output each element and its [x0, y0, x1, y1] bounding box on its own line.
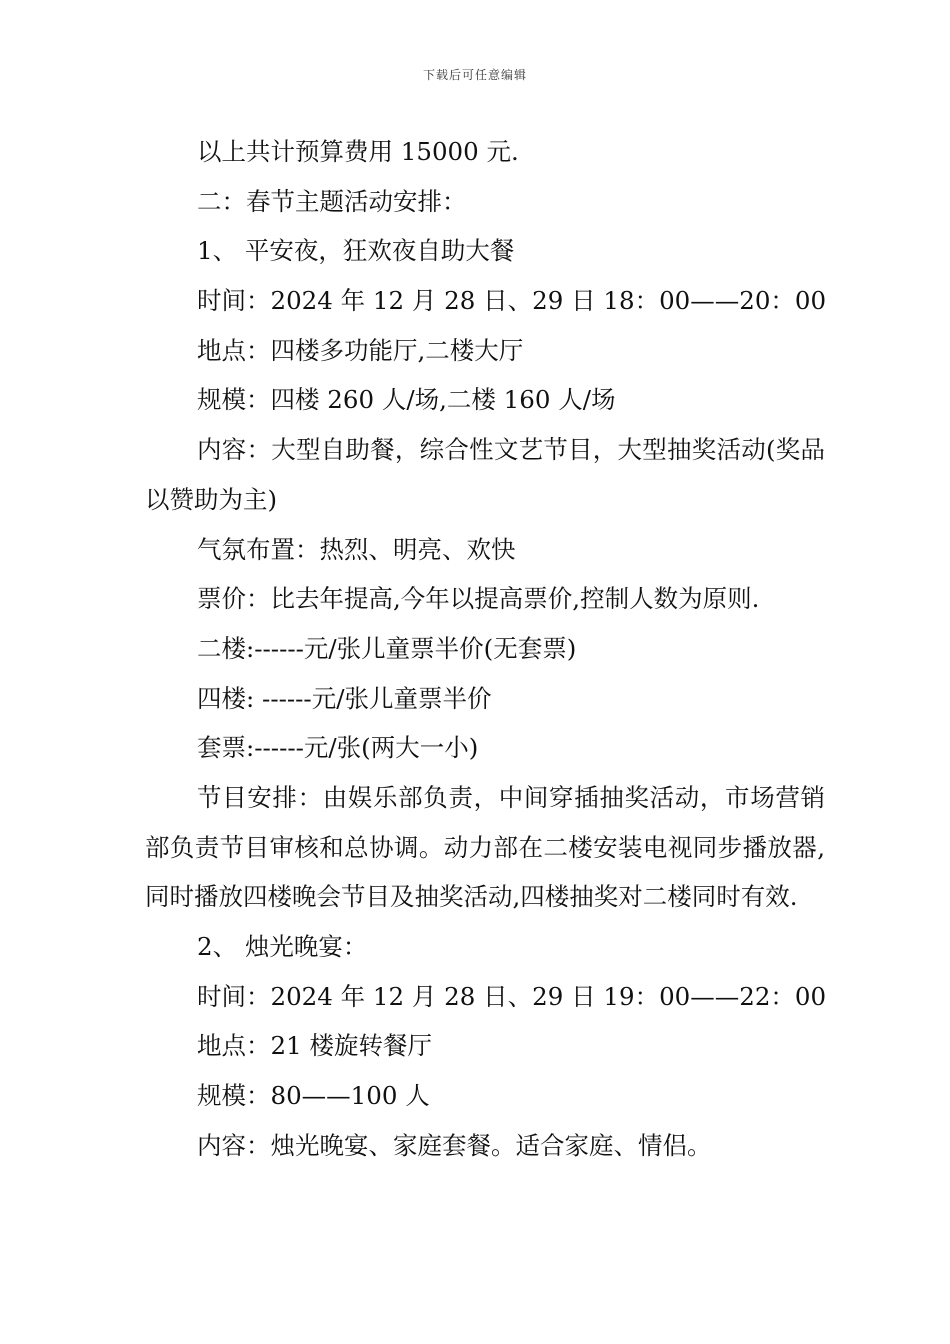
- item1-place: 地点：四楼多功能厅,二楼大厅: [197, 335, 524, 365]
- item1-program-paragraph: 节目安排：由娱乐部负责，中间穿插抽奖活动，市场营销部负责节目审核和总协调。动力部在二楼安装电视同步播放器,同时播放四楼晚会节目及抽奖活动,四楼抽奖对二楼同时有效.: [145, 782, 825, 912]
- item1-scale: 规模：四楼 260 人/场,二楼 160 人/场: [197, 385, 616, 415]
- page-header-note: 下载后可任意编辑: [422, 68, 527, 82]
- item2-scale: 规模：80——100 人: [197, 1081, 430, 1111]
- item1-heading: 1、 平安夜，狂欢夜自助大餐: [197, 236, 515, 266]
- item1-content-paragraph: 内容：大型自助餐，综合性文艺节目，大型抽奖活动(奖品以赞助为主): [145, 435, 825, 514]
- item2-time: 时间：2024 年 12 月 28 日、29 日 19：00——22：00: [197, 981, 827, 1011]
- item1-time: 时间：2024 年 12 月 28 日、29 日 18：00——20：00: [197, 286, 827, 316]
- item1-price: 票价：比去年提高,今年以提高票价,控制人数为原则.: [197, 584, 760, 614]
- item1-floor4-price: 四楼: ------元/张儿童票半价: [197, 683, 492, 713]
- item1-package-price: 套票:------元/张(两大一小): [197, 733, 479, 763]
- section-heading: 二：春节主题活动安排：: [197, 186, 467, 216]
- item1-floor2-price: 二楼:------元/张儿童票半价(无套票): [197, 633, 577, 663]
- document-body: [145, 127, 825, 1171]
- item2-heading: 2、 烛光晚宴：: [197, 932, 368, 962]
- item1-atmosphere: 气氛布置：热烈、明亮、欢快: [197, 534, 516, 564]
- item2-place: 地点：21 楼旋转餐厅: [197, 1031, 432, 1061]
- item2-content: 内容：烛光晚宴、家庭套餐。适合家庭、情侣。: [197, 1130, 712, 1160]
- budget-total-line: 以上共计预算费用 15000 元.: [197, 137, 519, 166]
